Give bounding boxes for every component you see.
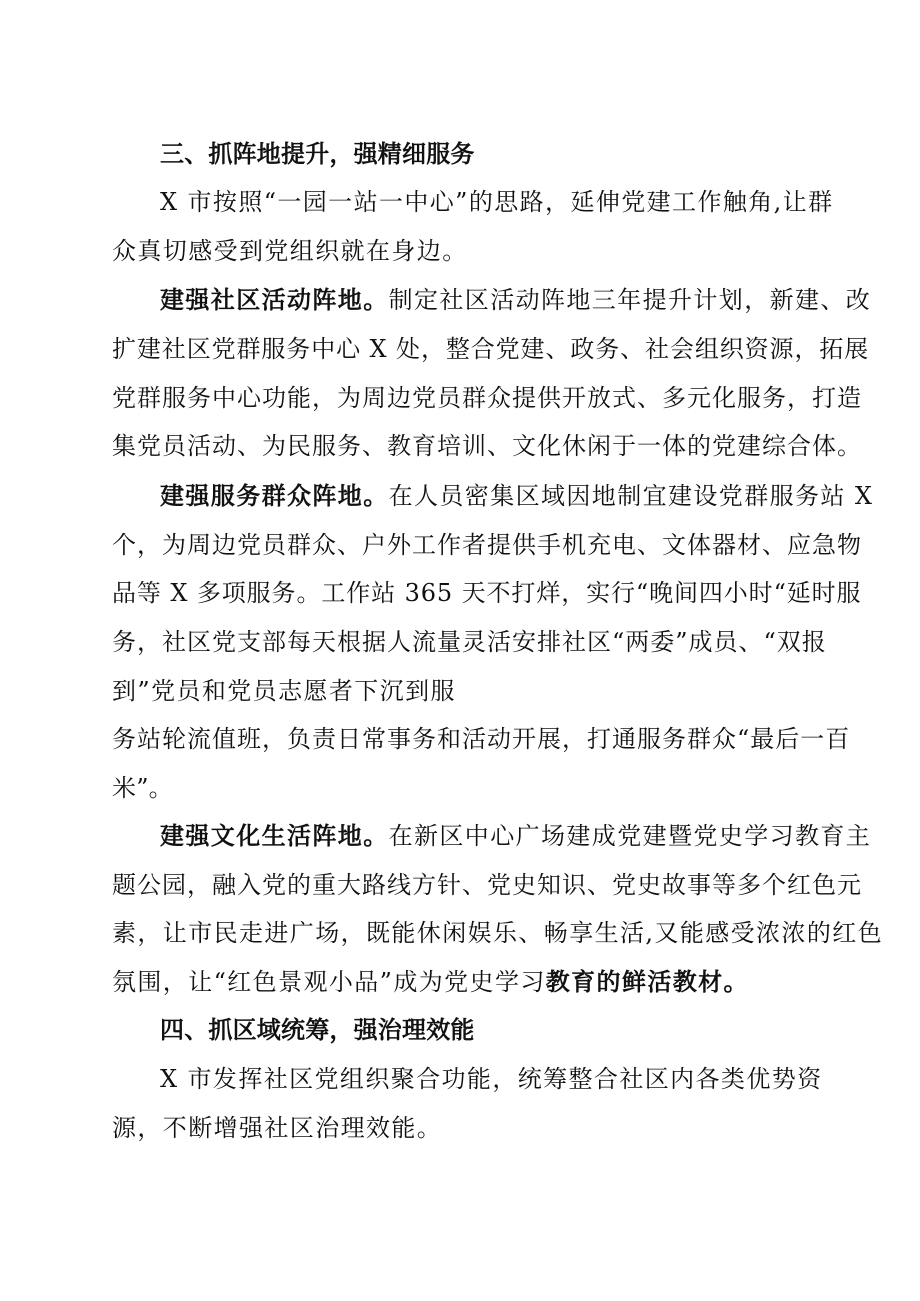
paragraph-service-line-3: 品等 X 多项服务。工作站 365 天不打烊，实行“晚间四小时“延时服 — [112, 579, 862, 607]
paragraph-community-lead: 建强社区活动阵地。 — [160, 285, 389, 314]
paragraph-service-line-5: 到”党员和党员志愿者下沉到服 — [112, 677, 456, 705]
paragraph-service-line-6: 务站轮流值班，负责日常事务和活动开展，打通服务群众“最后一百 — [112, 725, 851, 753]
paragraph-community-line-3: 党群服务中心功能，为周边党员群众提供开放式、多元化服务，打造 — [112, 384, 862, 412]
paragraph-service-line-2: 个，为周边党员群众、户外工作者提供手机充电、文体器材、应急物 — [112, 531, 862, 559]
paragraph-culture-line-4 — [112, 967, 749, 997]
paragraph-culture-line-2: 题公园，融入党的重大路线方针、党史知识、党史故事等多个红色元 — [112, 871, 862, 899]
paragraph-service-text: 在人员密集区域因地制宜建设党群服务站 X — [388, 482, 874, 510]
paragraph-culture-line-3: 素，让市民走进广场，既能休闲娱乐、畅享生活,又能感受浓浓的红色 — [112, 919, 884, 947]
paragraph-service-line-7: 米”。 — [112, 774, 173, 802]
paragraph-culture-line-4-text: 氛围，让“红色景观小品”成为党史学习 — [112, 968, 546, 996]
section3-intro-line-2: 众真切感受到党组织就在身边。 — [112, 237, 468, 265]
section4-heading: 四、抓区域统筹，强治理效能 — [160, 1015, 475, 1044]
paragraph-service-line-1 — [160, 481, 873, 511]
paragraph-community-line-4: 集党员活动、为民服务、教育培训、文化休闲于一体的党建综合体。 — [112, 432, 862, 460]
paragraph-culture-text: 在新区中心广场建成党建暨党史学习教育主 — [388, 822, 872, 850]
paragraph-community-line-2: 扩建社区党群服务中心 X 处，整合党建、政务、社会组织资源，拓展 — [112, 335, 870, 363]
paragraph-culture-line-1 — [160, 821, 871, 851]
paragraph-culture-line-4-bold: 教育的鲜活教材。 — [545, 967, 749, 996]
section4-intro-line-1: X 市发挥社区党组织聚合功能，统筹整合社区内各类优势资 — [160, 1065, 823, 1093]
paragraph-community-text: 制定社区活动阵地三年提升计划，新建、改 — [388, 286, 872, 314]
section3-intro-line-1: X 市按照“一园一站一中心”的思路，延伸党建工作触角,让群 — [160, 188, 834, 216]
paragraph-culture-lead: 建强文化生活阵地。 — [160, 821, 389, 850]
section3-heading: 三、抓阵地提升，强精细服务 — [160, 139, 475, 168]
paragraph-service-lead: 建强服务群众阵地。 — [160, 481, 389, 510]
section4-intro-line-2: 源，不断增强社区治理效能。 — [112, 1114, 443, 1142]
paragraph-service-line-4: 务，社区党支部每天根据人流量灵活安排社区“两委”成员、“双报 — [112, 628, 827, 656]
paragraph-community-line-1 — [160, 285, 871, 315]
